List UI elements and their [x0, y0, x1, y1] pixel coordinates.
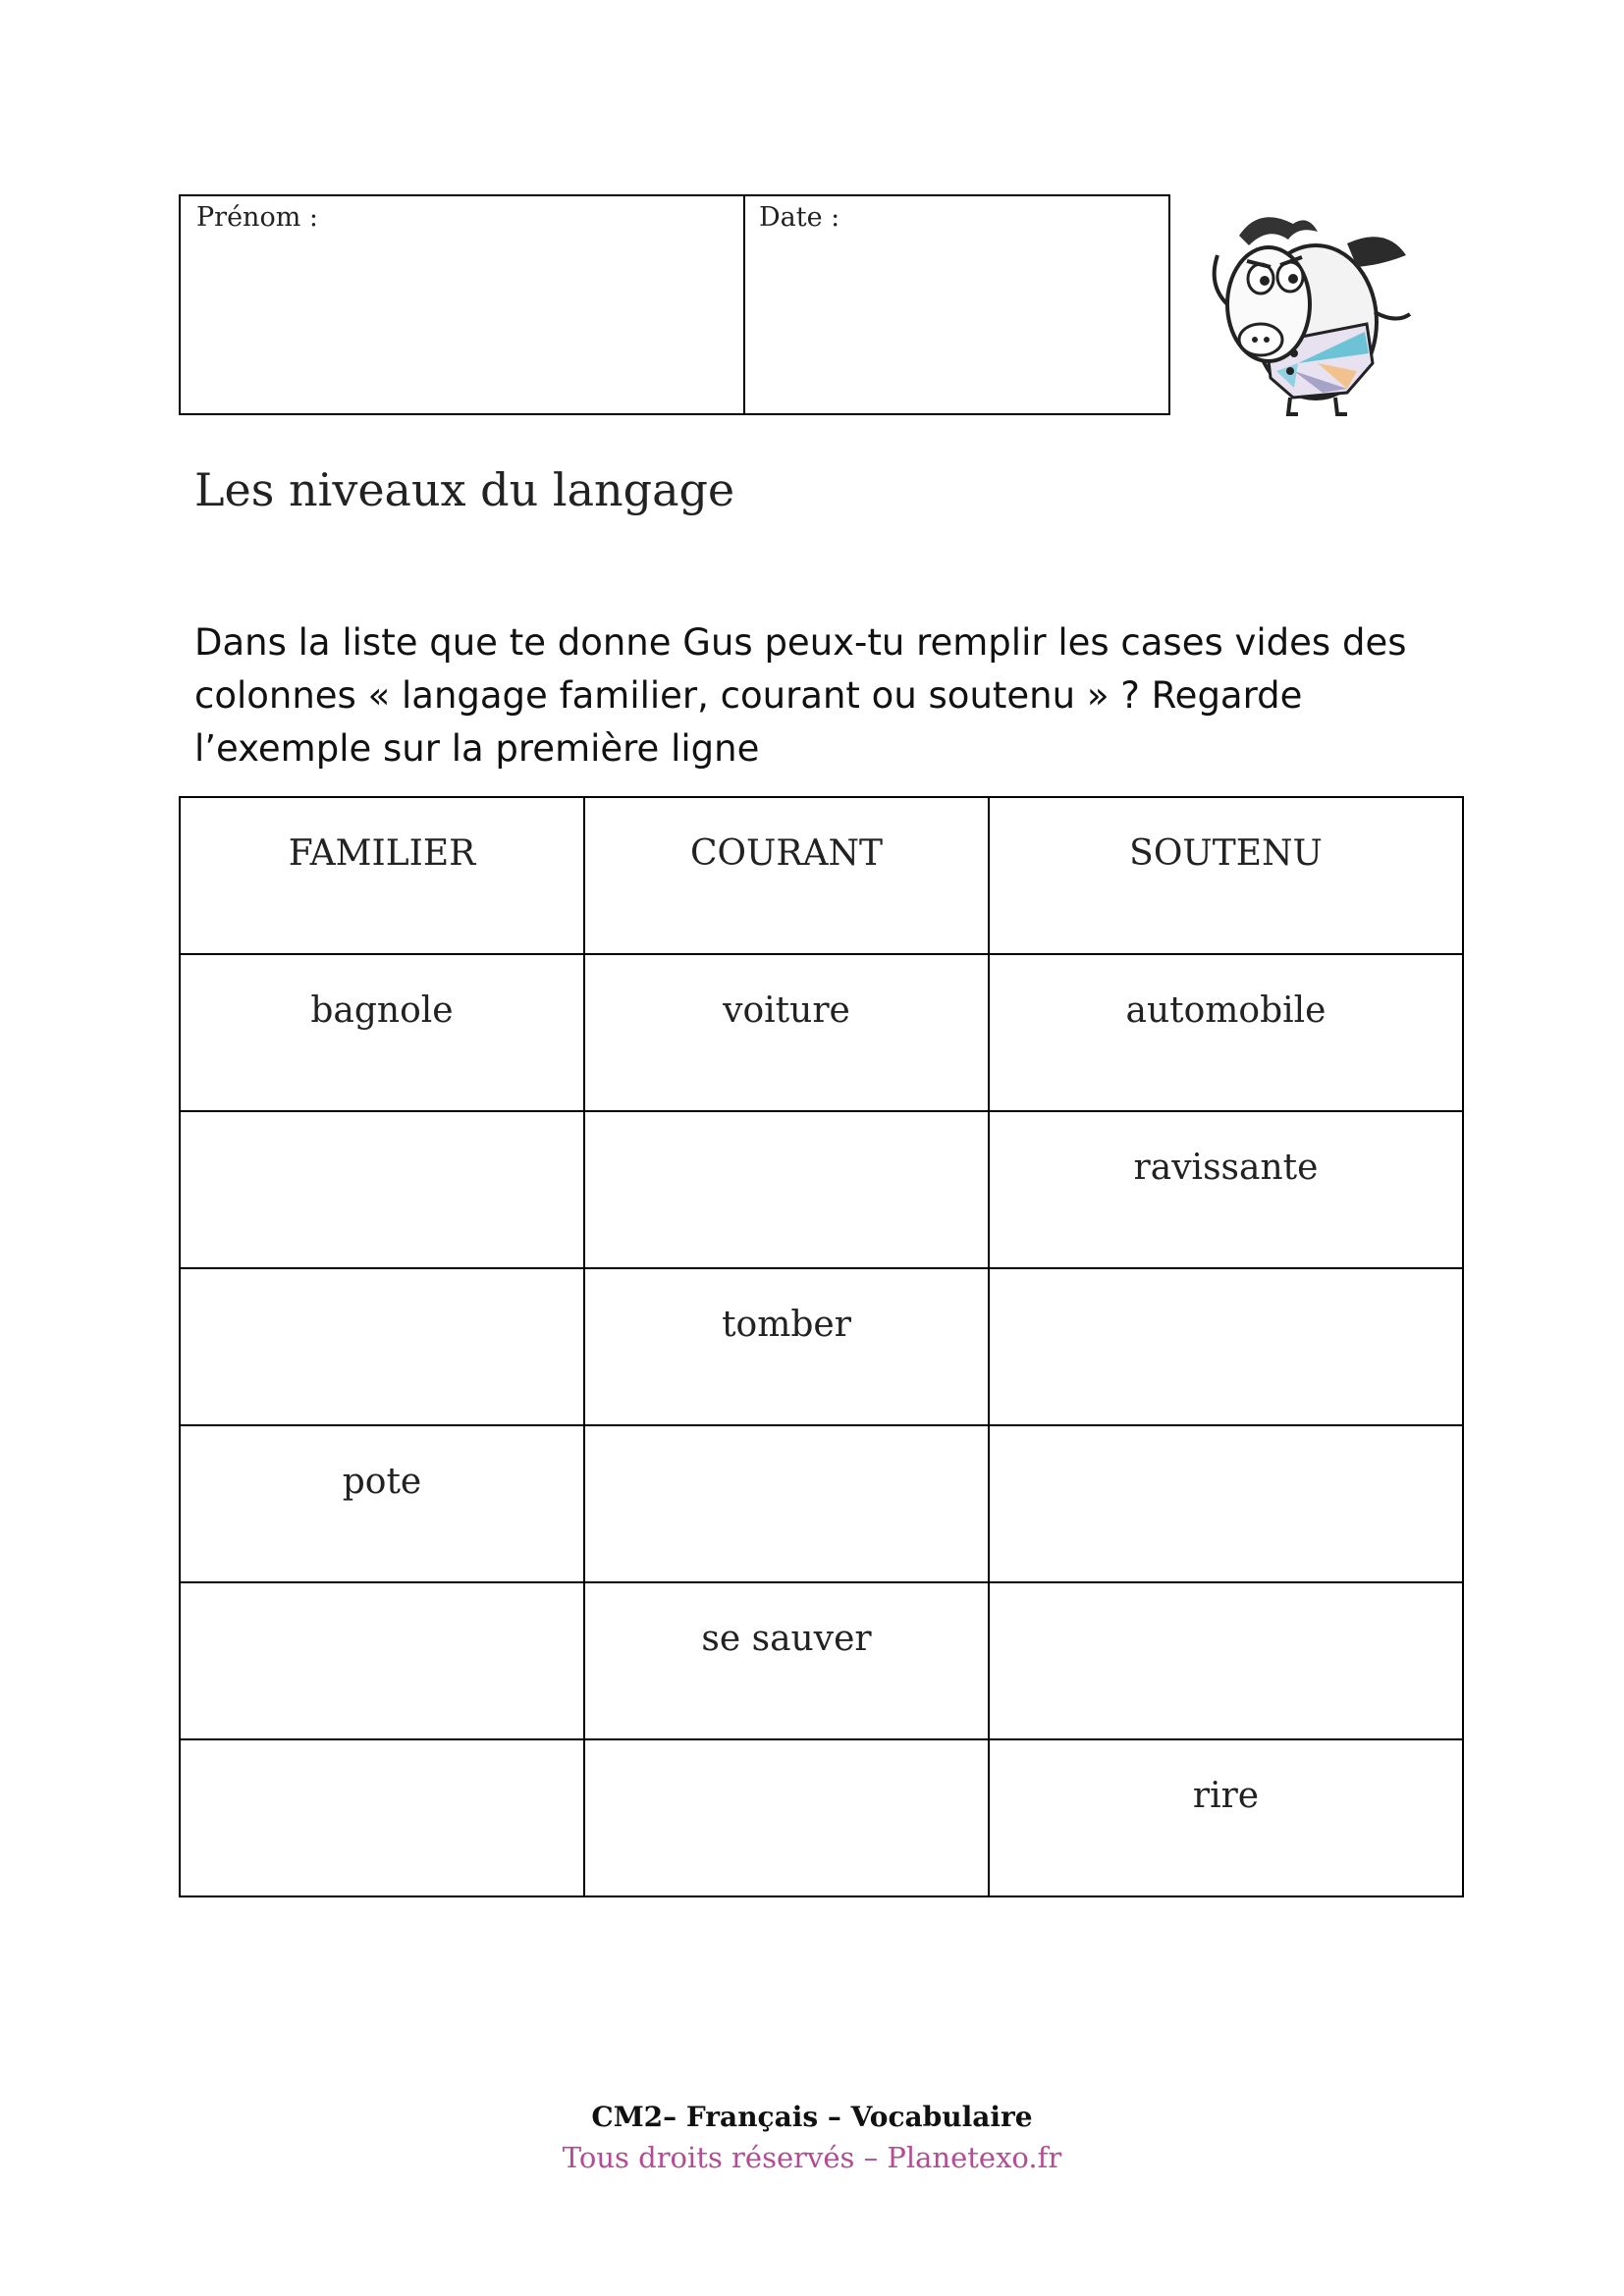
table-row — [180, 1739, 1463, 1896]
table-cell[interactable] — [584, 1111, 989, 1268]
table-cell[interactable] — [989, 1268, 1463, 1425]
instruction-text: Dans la liste que te donne Gus peux-tu remplir les cases vides des colonnes « langage familier, courant ou soutenu » ? Regarde l’exemple sur la première ligne — [194, 621, 1407, 770]
table-row — [180, 1111, 1463, 1268]
table-row — [180, 1268, 1463, 1425]
vocabulary-table — [179, 796, 1464, 1897]
table-cell: rire — [989, 1739, 1463, 1896]
table-cell: pote — [180, 1425, 584, 1582]
table-cell: voiture — [584, 954, 989, 1111]
column-header-familier: FAMILIER — [180, 797, 584, 954]
table-cell[interactable] — [989, 1425, 1463, 1582]
table-cell[interactable] — [989, 1582, 1463, 1739]
footer-copyright: Tous droits réservés – Planetexo.fr — [562, 2141, 1062, 2174]
date-label: Date : — [759, 202, 840, 233]
table-row — [180, 954, 1463, 1111]
table-cell: tomber — [584, 1268, 989, 1425]
table-header-row — [180, 797, 1463, 954]
table-cell[interactable] — [180, 1268, 584, 1425]
footer-subject: CM2– Français – Vocabulaire — [591, 2101, 1033, 2133]
header-box — [179, 194, 1170, 415]
table-cell[interactable] — [180, 1739, 584, 1896]
table-cell[interactable] — [584, 1739, 989, 1896]
table-cell[interactable] — [584, 1425, 989, 1582]
table-cell: ravissante — [989, 1111, 1463, 1268]
table-cell: bagnole — [180, 954, 584, 1111]
column-header-courant: COURANT — [584, 797, 989, 954]
sheep-mascot-icon — [1200, 196, 1416, 417]
page-title: Les niveaux du langage — [194, 463, 735, 516]
name-label: Prénom : — [196, 202, 318, 233]
column-header-soutenu: SOUTENU — [989, 797, 1463, 954]
table-row — [180, 1425, 1463, 1582]
table-cell[interactable] — [180, 1582, 584, 1739]
table-row — [180, 1582, 1463, 1739]
name-field[interactable] — [181, 196, 745, 413]
date-field[interactable] — [745, 196, 1168, 413]
table-cell: automobile — [989, 954, 1463, 1111]
table-cell: se sauver — [584, 1582, 989, 1739]
table-cell[interactable] — [180, 1111, 584, 1268]
